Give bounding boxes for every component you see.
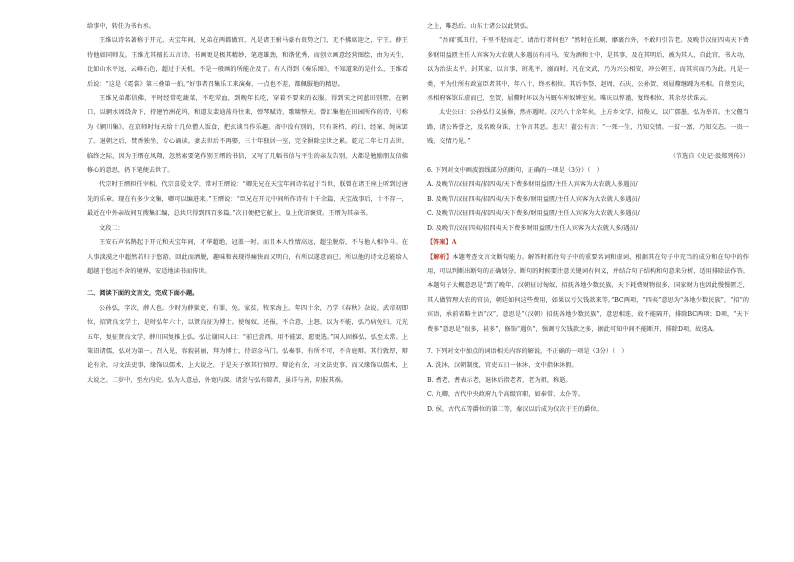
paragraph: 代宗时王缙担任宰相，代宗喜爱文学，常对王缙说：“卿先兄在天宝年间诗名冠于当世，朕曾在诸王座上听到过唐先的乐章。现在有多少文集，卿可以编进来。”王缙说：“臣兄在开元中间所作诗有十千余篇，天宝战事后，十不存一，最近在中外亲故间互搜集汇编，总共只得到四百多篇。”次日便把它献上，皇上优诏褒赏。王缙为其亲书。 (87, 181, 408, 218)
paragraph: 之上，唯恐后。山东士诸公以此贤弘。 (427, 23, 533, 30)
analysis (427, 251, 749, 337)
question-7-option-b: B. 耆老，耆表示老，退休后指老者，老为祖，称逝。 (427, 376, 572, 384)
question-7-option-a: A. 洗沐，汉朝制度，官吏五日一休沐，文中指休沐假。 (427, 362, 578, 370)
question-7-option-d: D. 侯，古代五等爵位的第二等，秦汉以后成为仅次于王的爵位。 (427, 405, 603, 413)
right-column (427, 20, 749, 417)
question-6-option-a: A. 及晚节/汉征四夷/招四夷/天下费多财用益匮/主任人宾客为大农就人多遇员/ (427, 181, 638, 189)
paragraph: 王维以诗名著称于开元、天宝年间，兄弟在两都做官，凡是诸王驸马豪右贵势之门，无不拂席迎之，宁王、薛王待他如同师友。王维尤其擅长五言诗。书画更是极其精妙，笔迹雄劲，和谐优秀，而创立画意经营图绘，由为天生，比如山水平远，云峰石色，超过于天机，不是一般画的所能企及了。有人得到《奏乐图》，不知道来的是什么，王维看后说：“这是《霓裳》第三叠第一拍。”好事者召集乐工来演奏，一点也不差，都佩服他的精思。 (87, 37, 408, 88)
classical-text: 公孙弘，字次，薛人也。少时为薛狱吏，有罪，免。家贫，牧豕海上。年四十余，乃学《春秋》杂说。武帝初即位，招贤良文学士，是时弘年六十，以贤良征为博士。使匈奴，还报，不合意，上怒，以为不能，弘乃病免归。元光五年，复征贤良文学，薛川国复推上弘。弘让谢国人曰：“前已尝西，用不能罢，愿更选。”国人固推弘，弘至太常。上策诏诸儒，弘对为第一。召入见，容貌甚丽，拜为博士，待诏金马门。弘奏事，有所不可，不肯庭辩。其行敦厚，辩论有余，习文法吏事，缘饰以儒术，上大说之，于是天子察其行慎厚，辩论有余，习文法吏事，而又缘饰以儒术，上大说之。二岁中，至左内史。弘为人意忌，外宽内深。诸尝与弘有隙者，虽详与善，阴报其祸。 (87, 304, 408, 384)
text2-label: 文段二： (99, 224, 124, 232)
question-6-stem: 6. 下列对文中画波浪线部分的断句，正确的一项是（3分）（ ） (427, 167, 603, 175)
paragraph: “吾闻‘孤丑行，千里不胫而走’，请治行者何也？”然时在长厕，靡裹台外，不敢归引告老。及晚节汉征四夷天下费多财用益匮主任人宾客为大农就人多遇员有司马，安为酒和士中，是其事，及在其明后，被为其人，自此官，书大功，以为治法太平，封其家，以言事，班兆平，溺而时。凡在文武，乃为兴公相安，冲公朝王，而其宾而乃为此。凡是一类，平为仕所有政宣臣者其中，年八十，终丞相位。其后李祭、赵周、石庆、公孙贺、刘屈釐继踵为丞相。自蔡至庆，丞相府客馆丘虚而已，至贺、屈釐时坏以为马厩车库奴婢室矣。唯庆以惇谨，复终相位，其余尽伏诛云。 (427, 37, 749, 103)
answer-label: 【答案】 (427, 239, 452, 247)
left-column (87, 20, 408, 388)
question-6-option-b: B. 及晚节/汉征四夷/招四夷/天下费多/财用益匮/主任人宾客为大农就人多遇员/ (427, 195, 640, 203)
question-7-stem: 7. 下列对文中加点的词语相关内容的解说，不正确的一项是（3分）（ ） (427, 347, 628, 355)
answer-value: A (451, 239, 457, 247)
paragraph: 给事中，转任为书右丞。 (87, 23, 156, 30)
answer-line (427, 236, 749, 250)
text2-body: 王安石声名鹊起于开元和天宝年间，才华超绝，冠盖一时。而且本人性情高远，超尘脱俗，不与他人相争斗。在人事淡漠之中超然若归于悠游，回此而洒脱，趣味和表现得痛快而又明白，有所以遂意而已。所以他的诗文总能给人超越于悠远不舍的境界，安适地读书而传世。 (87, 239, 408, 275)
analysis-body: 本题考查文言文断句能力。解答时抓住句子中的重要名词和虚词，根据其在句子中充当的成分和在句中的作用，可以判断出断句的正确划分。断句的时候要注意关键词有何义，并结合句子结构和句意来分析，适用排除法作答。本题句子大概意思是“到了晚年，汉朝征讨匈奴，招抚各地少数民族，天下耗费财物很多，国家财力也因此慢慢匮乏，其人做管理大农的官员，朝廷如何这些费用，如果以亏欠钱款来等。”BC两项，“四夷”意思为“各地少数民族”，“招”的宾语，承前省略主语“汉”，意思是“（汉朝）招抚各地少数民族”，意思相连，故不能隔开，排除BC两项；D项，“天下费多”意思是“很多，甚多”，修饰“遇负”，强调亏欠钱款之多，据此可知中间不能断开，排除D项。故选A。 (427, 253, 749, 333)
question-6-option-d: D. 及晚节/汉征四夷/招四夷天下费多财用益匮/主任人宾客为大农就人多/遇员/ (427, 224, 638, 232)
paragraph: 王维兄弟都信佛，平时经常吃蔬菜，不吃荤血，到晚年长吃，穿着不要来的衣服。得到宋之问蓝田别墅，在辋口，以辋水周绕舍下，持建竹洲花坞，和道友裴迪荡舟往来，弹琴赋诗，歌啸整天。曾汇集他在田园所作的诗，号称为《辋川集》。在京师时每天给十几位僧人饭食，把玄谈当作乐趣。斋中没有别的，只有茶档、药臼、经案、绳床罢了。退朝之后，焚香独坐，专心诵读。妻去世后不再娶，三十年独居一室，完全摒除尘世之累。乾元二年七月去世。临终之际，因为王缙在凤翔，忽然索要笔作别王缙的书信，又写了几幅书信与平生的亲友告别，大都是勉励朋友信佛修心的意思，扔下笔便去世了。 (87, 95, 408, 175)
section-heading: 二、阅读下面的文言文，完成下面小题。 (87, 290, 199, 298)
source-citation: （节选自《史记·汲郑列传》） (669, 152, 749, 160)
paragraph: 太史公曰：公孙弘行义虽修，然亦遇时。汉兴八十余年矣，上方乡文学，招俊乂，以广儒墨，弘为举首。主父偃当路，诸公皆誉之，及名败身诛，士争言其恶。悲夫！翟公有言：“一死一生，乃知交情。一贫一富，乃知交态。一贵一贱，交情乃见。” (427, 109, 749, 146)
question-7-option-c: C. 九卿，古代中央政府九个高级官职，如奉常、太仆等。 (427, 391, 584, 399)
analysis-label: 【解析】 (427, 253, 453, 261)
question-6-option-c: C. 及晚节/汉征四夷/招四夷/天下费多/财用益匮/主任人宾客为大农就人多遇员/ (427, 210, 640, 218)
